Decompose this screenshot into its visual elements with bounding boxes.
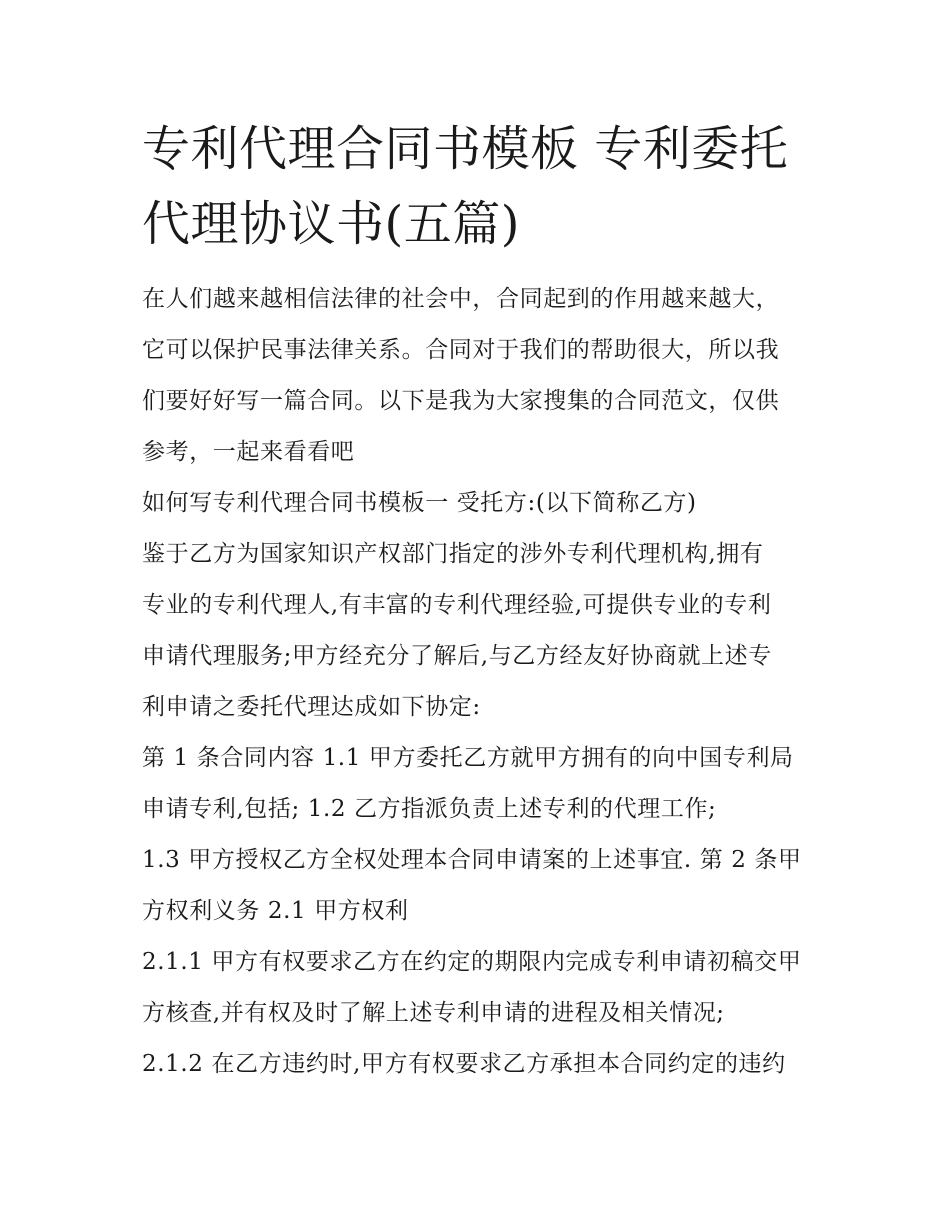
text-line: 2.1.2 在乙方违约时,甲方有权要求乙方承担本合同约定的违约	[142, 1051, 786, 1077]
title-line: 代理协议书(五篇)	[142, 196, 520, 252]
document-page	[142, 112, 814, 1090]
text-line: 方权利义务 2.1 甲方权利	[142, 898, 409, 924]
title-line: 专利代理合同书模板 专利委托	[142, 121, 789, 177]
paragraph-template-heading	[142, 478, 814, 529]
text-line: 鉴于乙方为国家知识产权部门指定的涉外专利代理机构,拥有	[142, 541, 764, 567]
document-body	[142, 274, 814, 1090]
text-line: 利申请之委托代理达成如下协定:	[142, 694, 481, 720]
text-line: 它可以保护民事法律关系。合同对于我们的帮助很大，所以我	[142, 337, 780, 363]
text-line: 1.3 甲方授权乙方全权处理本合同申请案的上述事宜. 第 2 条甲	[142, 847, 802, 873]
text-line: 申请专利,包括; 1.2 乙方指派负责上述专利的代理工作;	[142, 796, 717, 822]
document-title	[142, 112, 814, 262]
text-line: 如何写专利代理合同书模板一 受托方:(以下简称乙方)	[142, 490, 697, 516]
text-line: 申请代理服务;甲方经充分了解后,与乙方经友好协商就上述专	[142, 643, 772, 669]
paragraph-preamble	[142, 529, 814, 733]
text-line: 专业的专利代理人,有丰富的专利代理经验,可提供专业的专利	[142, 592, 772, 618]
text-line: 参考，一起来看看吧	[142, 439, 355, 465]
paragraph-clause-1-3	[142, 835, 814, 937]
paragraph-clause-2-1-1	[142, 937, 814, 1039]
paragraph-intro	[142, 274, 814, 478]
text-line: 方核查,并有权及时了解上述专利申请的进程及相关情况;	[142, 1000, 725, 1026]
paragraph-article-1	[142, 733, 814, 835]
text-line: 们要好好写一篇合同。以下是我为大家搜集的合同范文，仅供	[142, 388, 780, 414]
text-line: 第 1 条合同内容 1.1 甲方委托乙方就甲方拥有的向中国专利局	[142, 745, 794, 771]
text-line: 2.1.1 甲方有权要求乙方在约定的期限内完成专利申请初稿交甲	[142, 949, 802, 975]
paragraph-clause-2-1-2	[142, 1039, 814, 1090]
text-line: 在人们越来越相信法律的社会中，合同起到的作用越来越大，	[142, 286, 780, 312]
